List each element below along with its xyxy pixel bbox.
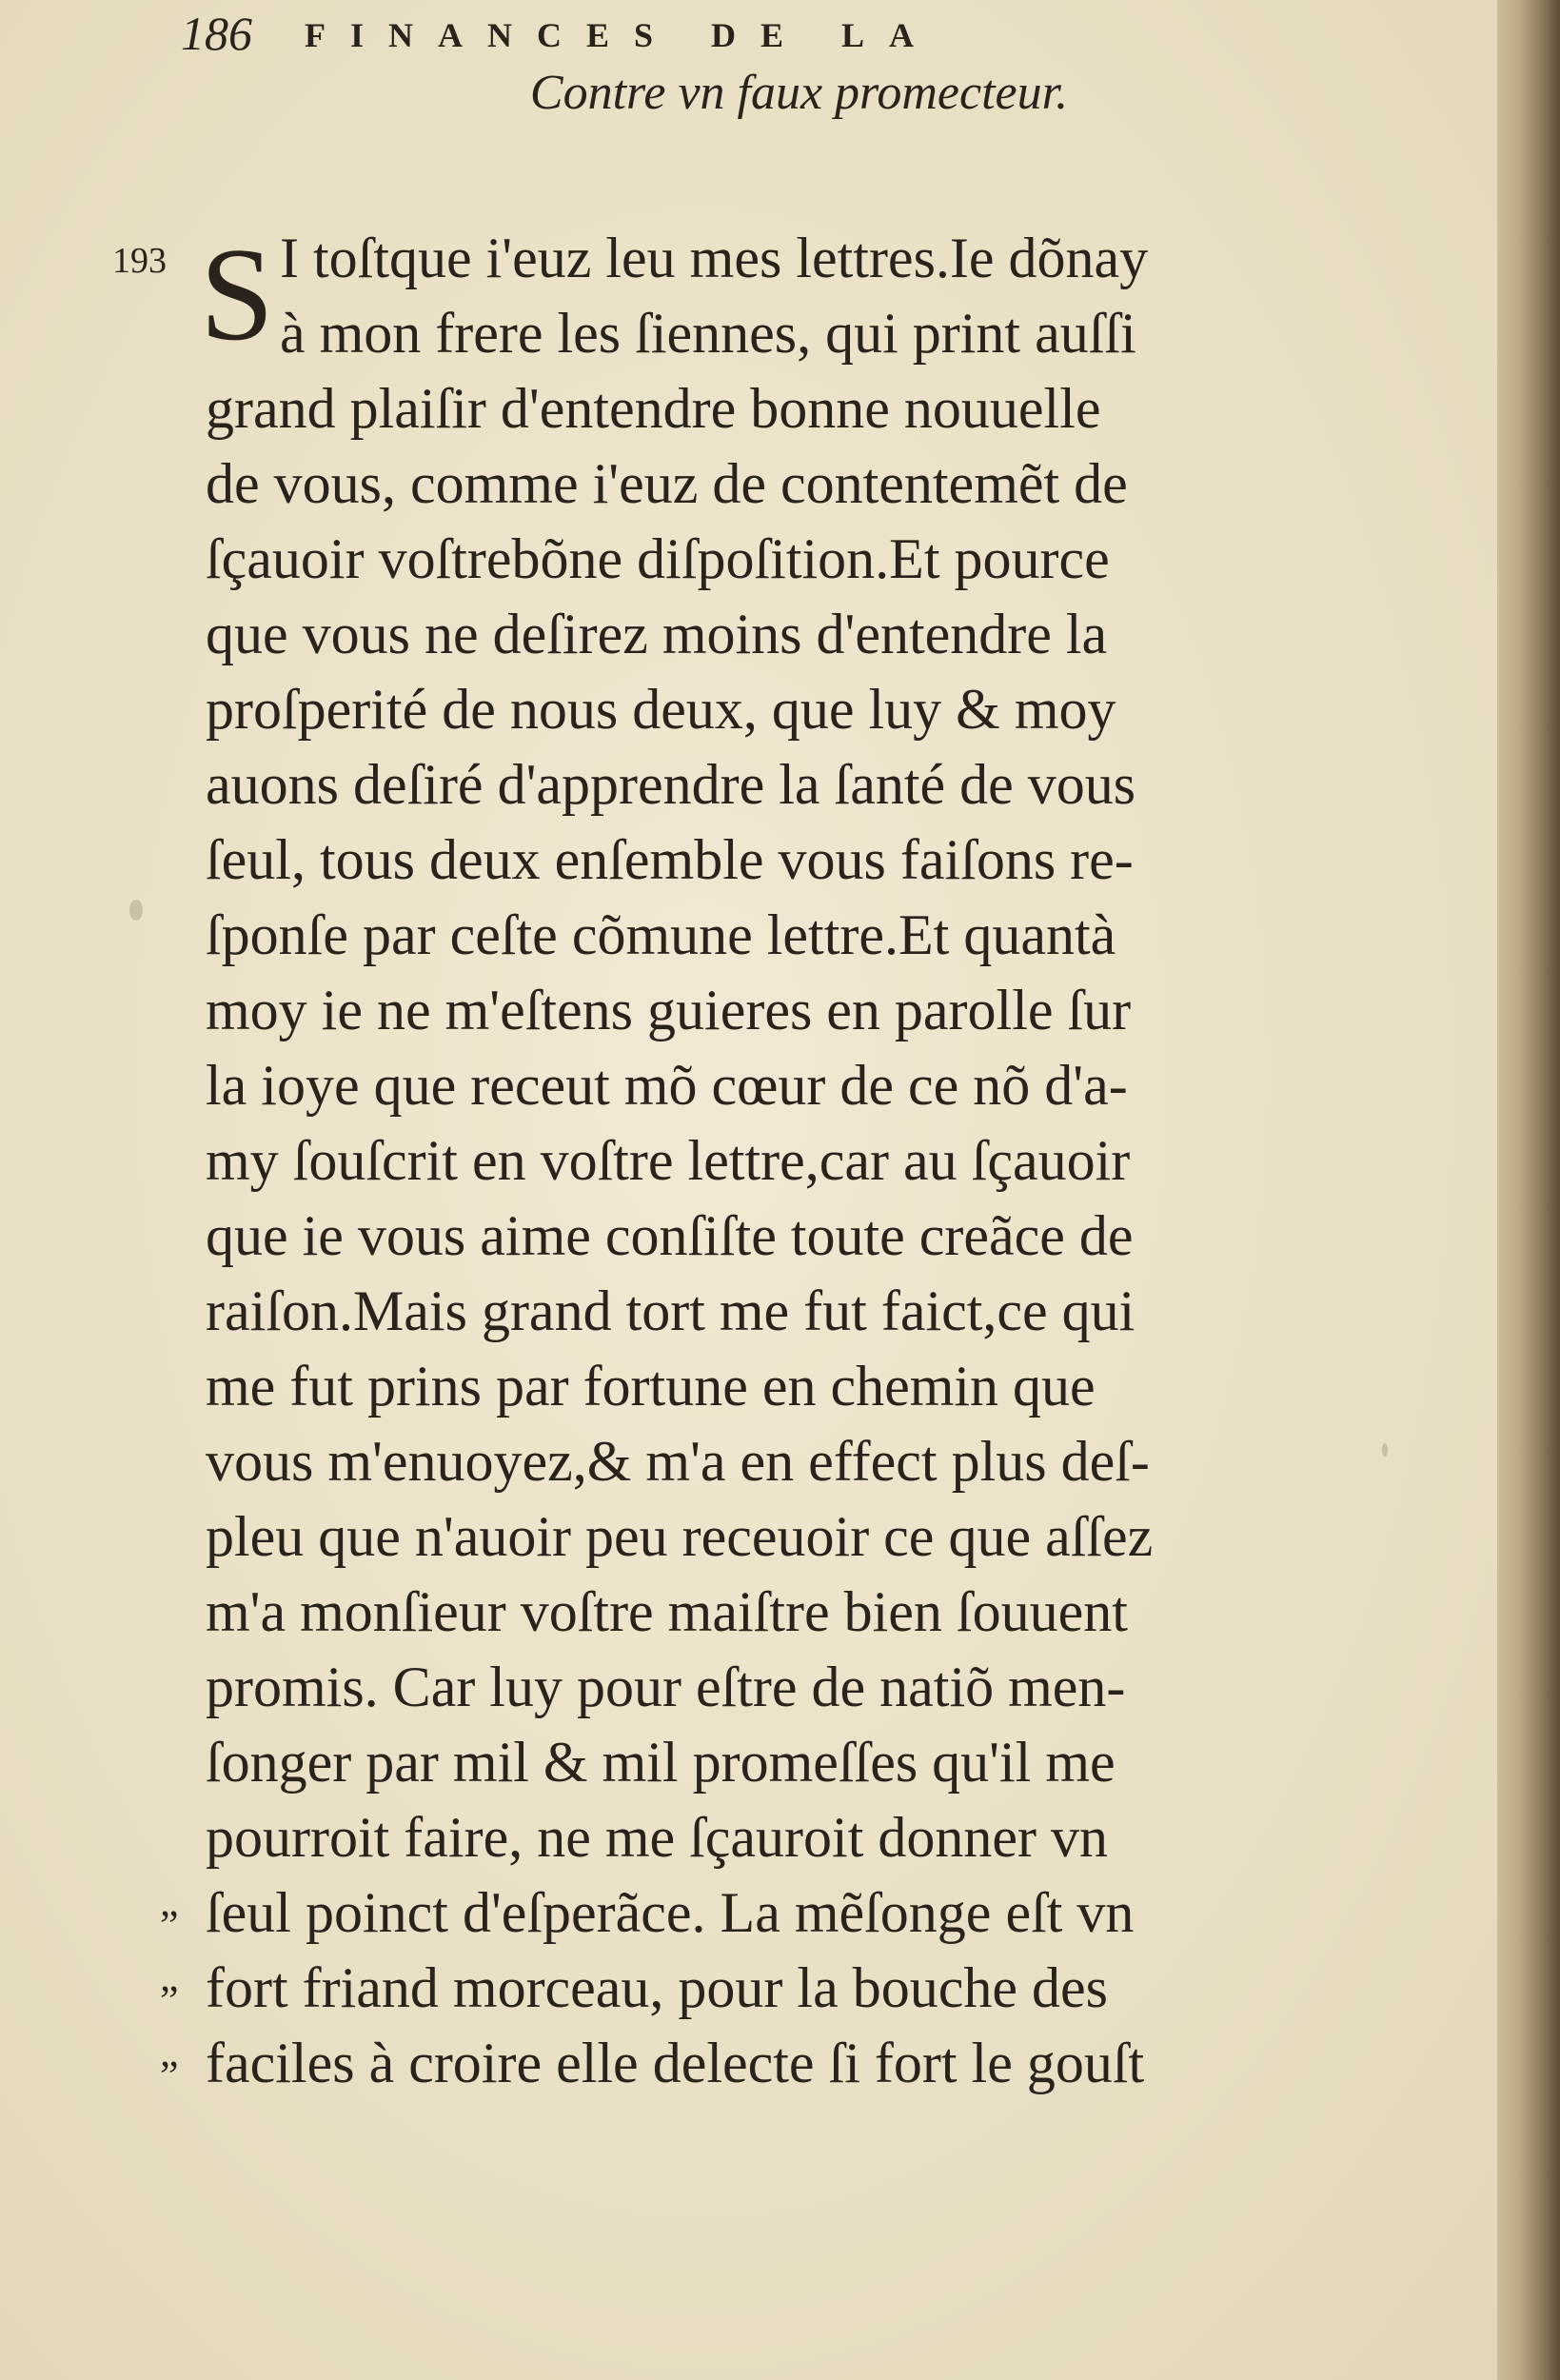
text-line: ſponſe par ceſte cõmune lettre.Et quantà bbox=[206, 903, 1116, 966]
text-line: I toſtque i'euz leu mes lettres.Ie dõnay bbox=[280, 227, 1149, 289]
text-line: vous m'enuoyez,& m'a en effect plus deſ- bbox=[206, 1430, 1150, 1493]
gnomic-quote-mark: „ bbox=[160, 2029, 179, 2075]
text-line: que vous ne deſirez moins d'entendre la bbox=[206, 603, 1108, 665]
text-line: me fut prins par fortune en chemin que bbox=[206, 1355, 1096, 1418]
body-text bbox=[206, 221, 1338, 2101]
text-line: de vous, comme i'euz de contentemẽt de bbox=[206, 452, 1128, 515]
running-head bbox=[181, 6, 1133, 63]
text-line: la ioye que receut mõ cœur de ce nõ d'a- bbox=[206, 1054, 1128, 1117]
ink-smudge bbox=[1382, 1443, 1388, 1457]
text-line: ſeul poinct d'eſperãce. La mẽſonge eſt vn bbox=[206, 1881, 1135, 1944]
text-line: proſperité de nous deux, que luy & moy bbox=[206, 678, 1116, 741]
ink-smudge bbox=[129, 900, 143, 921]
text-line: que ie vous aime conſiſte toute creãce de bbox=[206, 1204, 1134, 1267]
text-line: ſçauoir voſtrebõne diſpoſition.Et pource bbox=[206, 527, 1110, 590]
gnomic-quote-mark: „ bbox=[160, 1878, 179, 1925]
text-line: faciles à croire elle delecte ſi fort le gouſt bbox=[206, 2032, 1145, 2094]
section-subtitle: Contre vn faux promecteur. bbox=[529, 66, 1069, 120]
text-line: à mon frere les ſiennes, qui print auſſi bbox=[280, 302, 1136, 365]
drop-capital: S bbox=[200, 221, 274, 368]
text-line: grand plaiſir d'entendre bonne nouuelle bbox=[206, 377, 1101, 440]
page-gutter bbox=[1497, 0, 1560, 2380]
text-line: ſeul, tous deux enſemble vous faiſons re- bbox=[206, 828, 1134, 891]
text-line: m'a monſieur voſtre maiſtre bien ſouuent bbox=[206, 1580, 1128, 1643]
text-line: my ſouſcrit en voſtre lettre,car au ſçauoir bbox=[206, 1129, 1131, 1192]
margin-letter-number: 193 bbox=[112, 241, 167, 281]
text-line: pourroit faire, ne me ſçauroit donner vn bbox=[206, 1806, 1108, 1869]
page-number: 186 bbox=[181, 7, 252, 60]
text-line: raiſon.Mais grand tort me fut faict,ce qui bbox=[206, 1279, 1135, 1342]
text-line: auons deſiré d'apprendre la ſanté de vous bbox=[206, 753, 1136, 816]
running-title: FINANCES DE LA bbox=[305, 16, 939, 54]
text-line: moy ie ne m'eſtens guieres en parolle ſur bbox=[206, 979, 1132, 1041]
text-line: ſonger par mil & mil promeſſes qu'il me bbox=[206, 1731, 1116, 1794]
text-line: promis. Car luy pour eſtre de natiõ men- bbox=[206, 1656, 1126, 1718]
gnomic-quote-mark: „ bbox=[160, 1954, 179, 2000]
text-line: fort friand morceau, pour la bouche des bbox=[206, 1956, 1108, 2019]
text-line: pleu que n'auoir peu receuoir ce que aſſez bbox=[206, 1505, 1154, 1568]
